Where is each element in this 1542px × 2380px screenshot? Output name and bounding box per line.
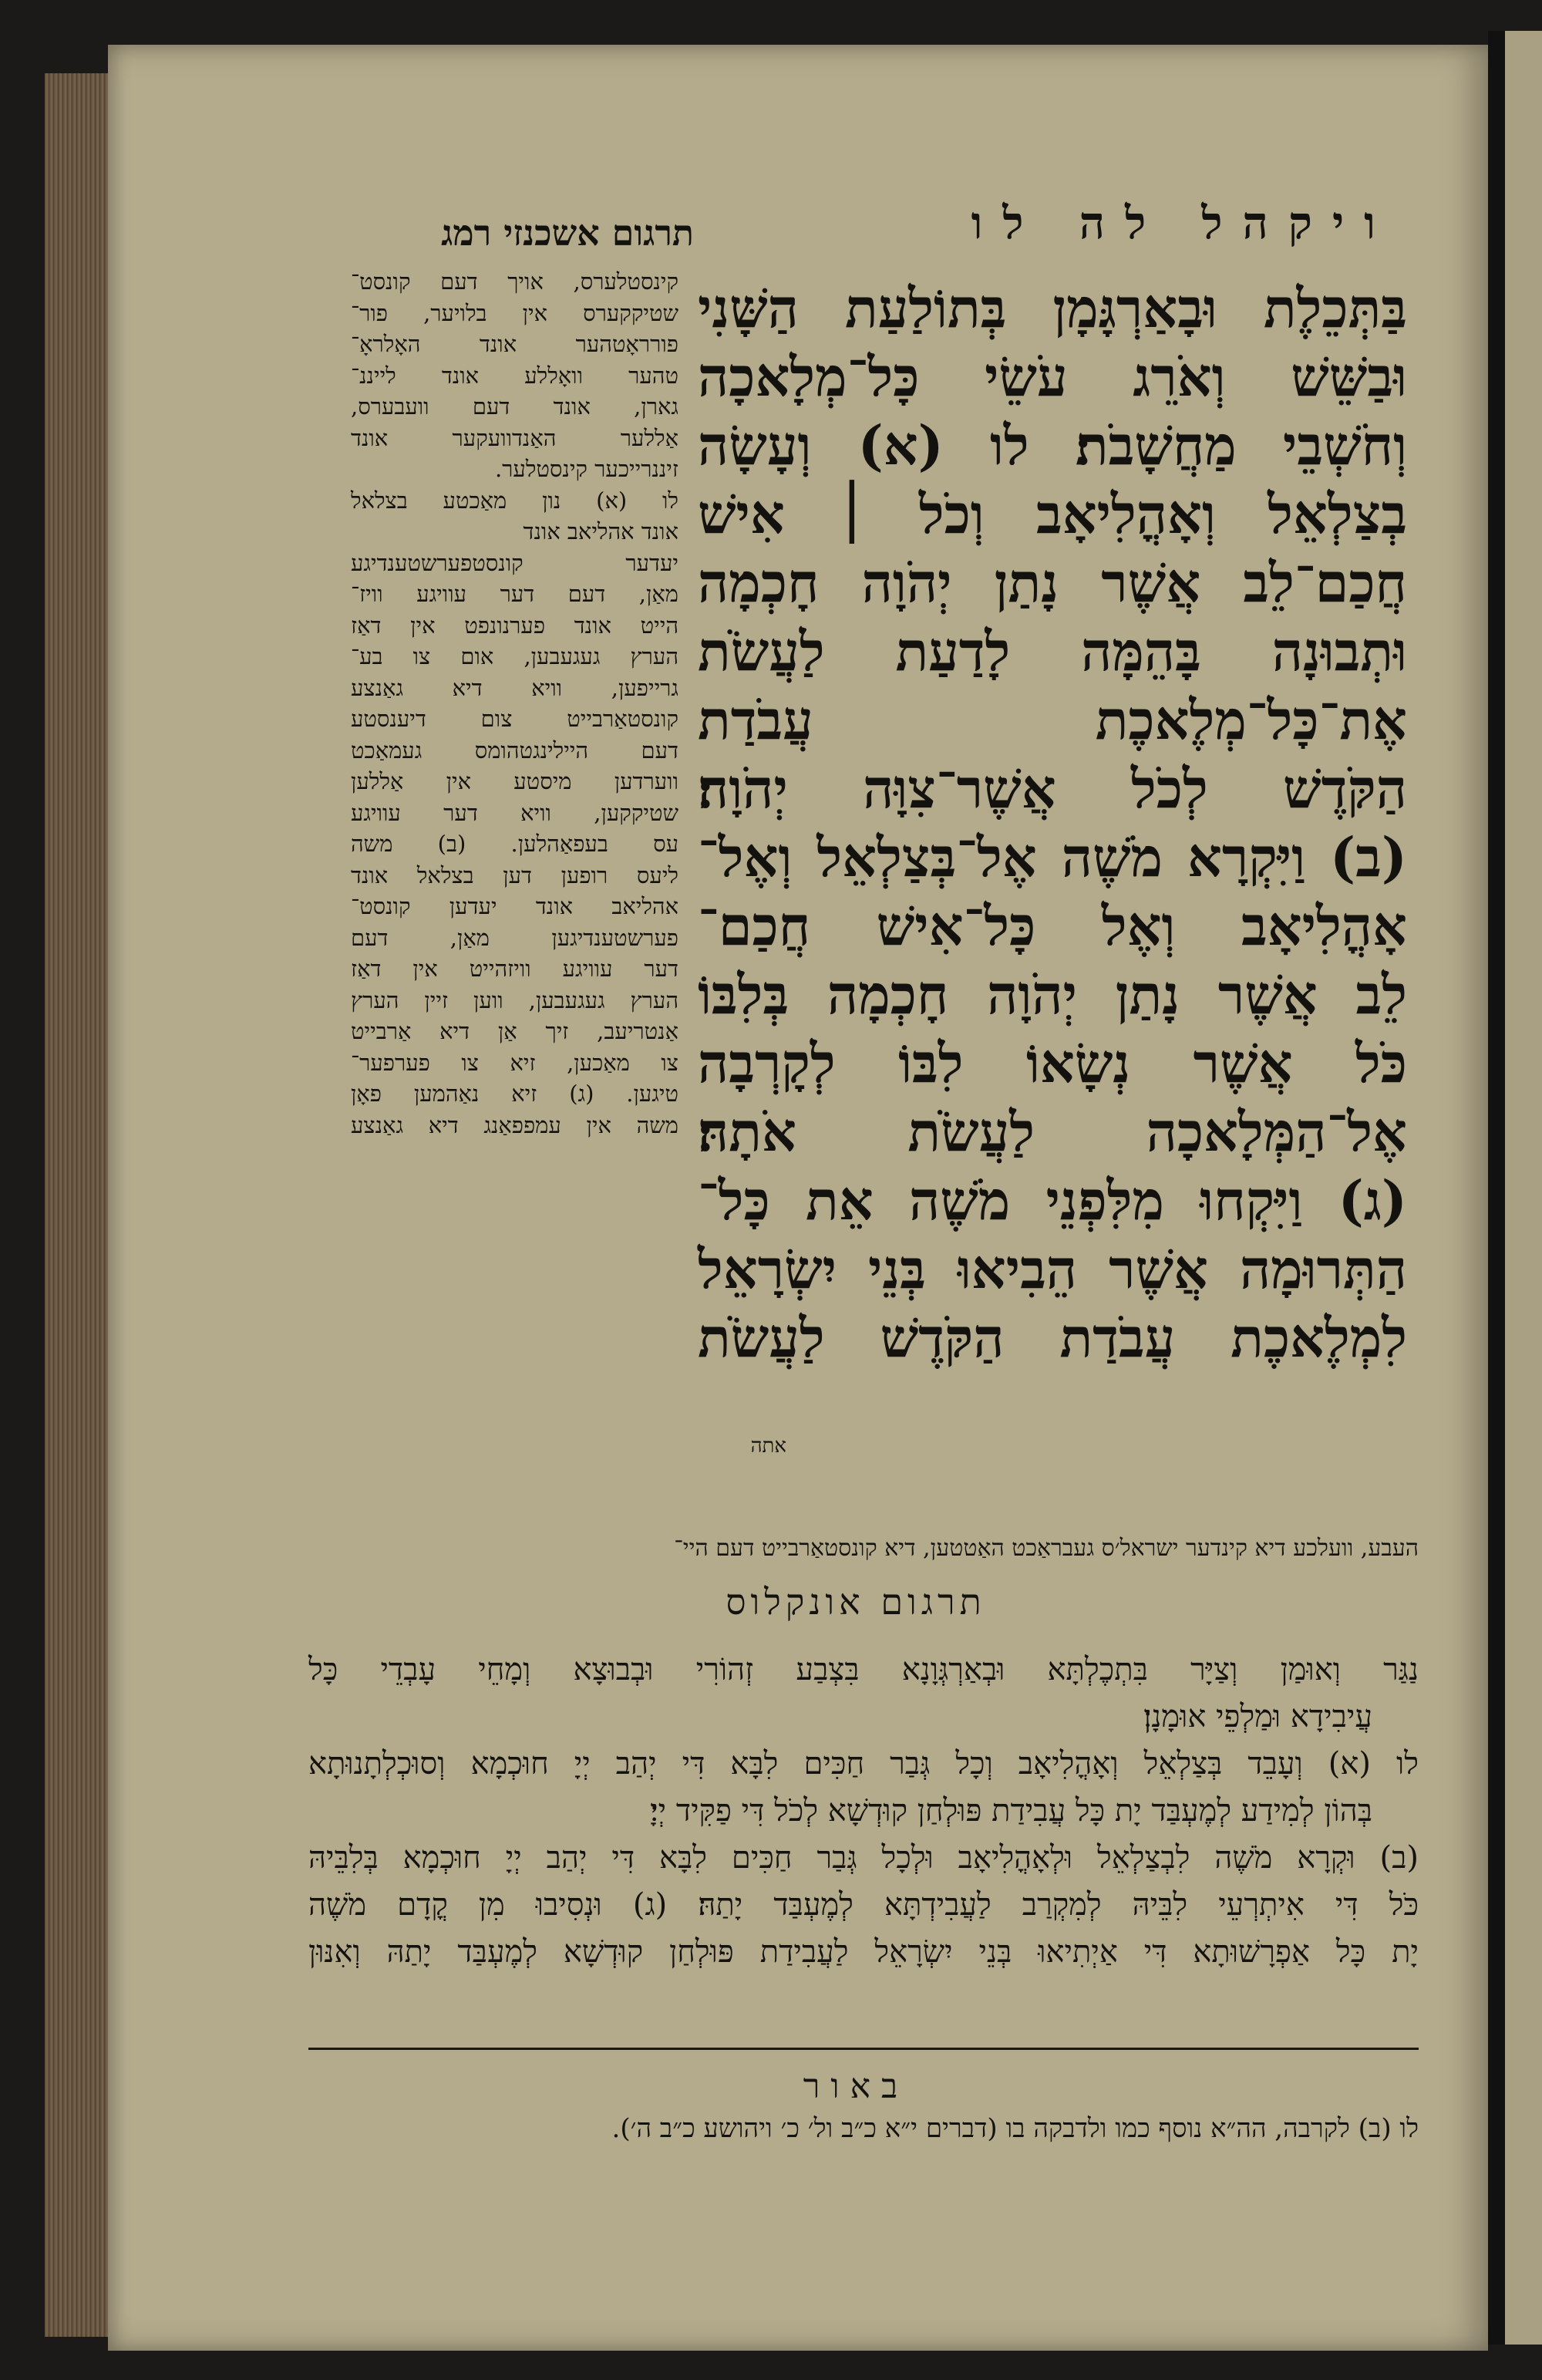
onkelos-line: לו (א) וְעָבֵד בְּצַלְאֵל וְאָהֳלִיאָב וְכָל גְּבַר חַכִּים לִבָּא דִּי יְהַב יְיָ חוּכְמָא וְסוּכְלְתָנוּתָא bbox=[308, 1746, 1419, 1782]
onkelos-line: יָת כָּל אַפְרָשׁוּתָא דִּי אַיְתִיאוּ בְּנֵי יִשְׂרָאֵל לַעֲבִידַת פּוּלְחַן קוּדְשָׁא לְמֶעְבַּד יָתַהּ וְאִנּוּן bbox=[308, 1934, 1419, 1970]
main-text-line: (ב) וַיִּקְרָא מֹשֶׁה אֶל־בְּצַלְאֵל וְאֶל־ bbox=[698, 825, 1407, 889]
side-text-line: פערשטענדיגען מאַן, דעם bbox=[351, 924, 678, 951]
biur-title: באור bbox=[803, 2067, 909, 2106]
onkelos-text-block bbox=[308, 1647, 1419, 1976]
side-text-line: לו (א) נון מאַכטע בצלאל bbox=[351, 487, 678, 514]
onkelos-line: עֲיבִידָא וּמַלְפֵי אוּמָנָן׃ bbox=[1143, 1699, 1372, 1734]
side-text-line: פורראָטהער אונד האָלראָ־ bbox=[351, 331, 678, 357]
side-text-line: הייט אונד פערנונפט אין דאַז bbox=[351, 612, 678, 639]
gutter bbox=[1488, 31, 1505, 2345]
main-text-line: לֵב אֲשֶׁר נָתַן יְהֹוָה חָכְמָה בְּלִבּוֹ bbox=[698, 962, 1407, 1027]
side-text-line: גארן, אונד דעם וועבערס, bbox=[351, 393, 678, 420]
side-text-line: אונד אהליאב אונד bbox=[523, 518, 678, 544]
main-text-line: בְצַלְאֵל וְאָהֳלִיאָב וְכֹל ׀ אִישׁ bbox=[698, 482, 1407, 546]
onkelos-line: בְּהוֹן לְמִידַע לְמֶעְבַּד יָת כָּל עֲבִידַת פּוּלְחַן קוּדְשָׁא לְכֹל דִּי פַקִּיד יְיָ׃ bbox=[650, 1793, 1372, 1829]
main-text-line: חֲכַם־לֵב אֲשֶׁר נָתַן יְהֹוָה חָכְמָה bbox=[698, 551, 1407, 615]
catchword: אתה bbox=[750, 1434, 786, 1458]
side-text-line: הערץ געגעבען, אום צו בע־ bbox=[351, 643, 678, 669]
side-text-line: הערץ געגעבען, ווען זיין הערץ bbox=[351, 986, 678, 1013]
facing-page-edge bbox=[1505, 31, 1542, 2345]
side-text-line: גרייפען, וויא דיא גאַנצע bbox=[351, 674, 678, 701]
biur-line: לו (ב) לקרבה, הה״א נוסף כמו ולדבקה בו (דברים י״א כ״ב ול׳ כ׳ ויהושע כ״ב ה׳). bbox=[611, 2113, 1419, 2144]
main-text-line: (ג) וַיִּקְחוּ מִלִּפְנֵי מֹשֶׁה אֵת כָּל־ bbox=[698, 1168, 1407, 1232]
side-text-line: מאַן, דעם דער עוויגע וויז־ bbox=[351, 581, 678, 607]
side-text-line: עס בעפאַהלען. (ב) משה bbox=[351, 831, 678, 857]
main-text-line: וְחֹשְׁבֵי מַחֲשָׁבֹת׃ לו (א) וְעָשָׂה bbox=[698, 413, 1407, 477]
main-text-line: כֹּל אֲשֶׁר נְשָׂאוֹ לִבּוֹ לְקָרְבָה bbox=[698, 1031, 1407, 1095]
onkelos-title: תרגום אונקלוס bbox=[726, 1581, 986, 1623]
onkelos-line: נַגַּר וְאוּמַן וְצַיָּר בִּתְכֶלְתָּא וּבְאַרְגְּוָנָא בִּצְבַע זְהוֹרִי וּבְבוּצָא וְמָחֵי עָבְדֵי כָּל bbox=[308, 1652, 1419, 1687]
side-text-line: משה אין עמפפאַנג דיא גאַנצע bbox=[351, 1111, 678, 1138]
main-text-line: הַקֹּדֶשׁ לְכֹל אֲשֶׁר־צִוָּה יְהֹוָה׃ bbox=[698, 757, 1407, 821]
main-text-line: אֶת־כָּל־מְלֶאכֶת עֲבֹדַת bbox=[698, 688, 1407, 752]
side-text-line: ווערדען מיסטע אין אַללען bbox=[351, 768, 678, 794]
side-text-line: אַנטריעב, זיך אַן דיא אַרבייט bbox=[351, 1018, 678, 1044]
main-text-line: וּתְבוּנָה בָּהֵמָּה לָדַעַת לַעֲשֹׂת bbox=[698, 619, 1407, 683]
side-text-line: טהער וואָללע אונד לייננ־ bbox=[351, 362, 678, 389]
main-column-header: ויקהל לה לו bbox=[971, 197, 1396, 249]
side-text-line: דער עוויגע וויזהייט אין דאַז bbox=[351, 956, 678, 982]
side-text-line: קונסטאַרבייט צום דיענסטע bbox=[351, 706, 678, 732]
side-text-line: ליעס רופען דען בצלאל אונד bbox=[351, 861, 678, 888]
side-text-line: טיגען. (ג) זיא נאַהמען פאָן bbox=[351, 1080, 678, 1107]
main-text-line: לִמְלֶאכֶת עֲבֹדַת הַקֹּדֶשׁ לַעֲשֹׂת bbox=[698, 1306, 1407, 1370]
side-text-line: קינסטלערס, אויך דעם קונסט־ bbox=[351, 268, 678, 295]
side-text-line: זיננרייכער קינסטלער. bbox=[494, 456, 678, 482]
main-text-line: אָהֳלִיאָב וְאֶל כָּל־אִישׁ חֲכַם־ bbox=[698, 894, 1407, 958]
main-text-block bbox=[698, 274, 1407, 1372]
horizontal-rule bbox=[308, 2048, 1419, 2050]
main-text-line: וּבַשֵּׁשׁ וְאֹרֵג עֹשֵׂי כָּל־מְלָאכָה bbox=[698, 345, 1407, 409]
side-text-line: שטיקקען, וויא דער עוויגע bbox=[351, 799, 678, 826]
onkelos-line: כֹּל דִּי אִיתְרְעֵי לִבֵּיהּ לְמִקְרַב לַעֲבִידְתָּא לְמֶעְבַּד יָתַהּ׃ (ג) וּנְסִיבוּ מִן קֳדָם מֹשֶׁה bbox=[308, 1887, 1419, 1923]
main-text-line: בַּתְּכֵלֶת וּבָאַרְגָּמָן בְּתוֹלַעַת הַשָּׁנִי bbox=[698, 276, 1407, 340]
side-text-line: אהליאב אונד יעדען קונסט־ bbox=[351, 893, 678, 919]
side-text-line: דעם היילינגטהומס געמאַכט bbox=[351, 737, 678, 764]
side-column-header: תרגום אשכנזי רמג bbox=[441, 212, 694, 254]
side-text-line: שטיקקערס אין בלויער, פור־ bbox=[351, 299, 678, 326]
main-text-line: אֶל־הַמְּלָאכָה לַעֲשֹׂת אֹתָהּ׃ bbox=[698, 1100, 1407, 1164]
side-text-continuation: העבע, וועלכע דיא קינדער ישראל׳ס געבראַכט האַטטען, דיא קונסטאַרבייט דעם היי־ bbox=[674, 1535, 1419, 1562]
onkelos-line: (ב) וּקְרָא מֹשֶׁה לִבְצַלְאֵל וּלְאָהֳלִיאָב וּלְכָל גְּבַר חַכִּים לִבָּא דִּי יְהַב יְיָ חוּכְמָא בְּלִבֵּיהּ bbox=[308, 1840, 1419, 1876]
side-text-line: אַללער האַנדוועקער אונד bbox=[351, 424, 678, 451]
side-text-line: צו מאַכען, זיא צו פערפער־ bbox=[351, 1049, 678, 1076]
side-text-line: יעדער קונסטפערשטענדיגע bbox=[351, 549, 678, 576]
side-text-block bbox=[351, 266, 678, 1141]
main-text-line: הַתְּרוּמָה אֲשֶׁר הֵבִיאוּ בְּנֵי יִשְׂרָאֵל bbox=[698, 1237, 1407, 1301]
